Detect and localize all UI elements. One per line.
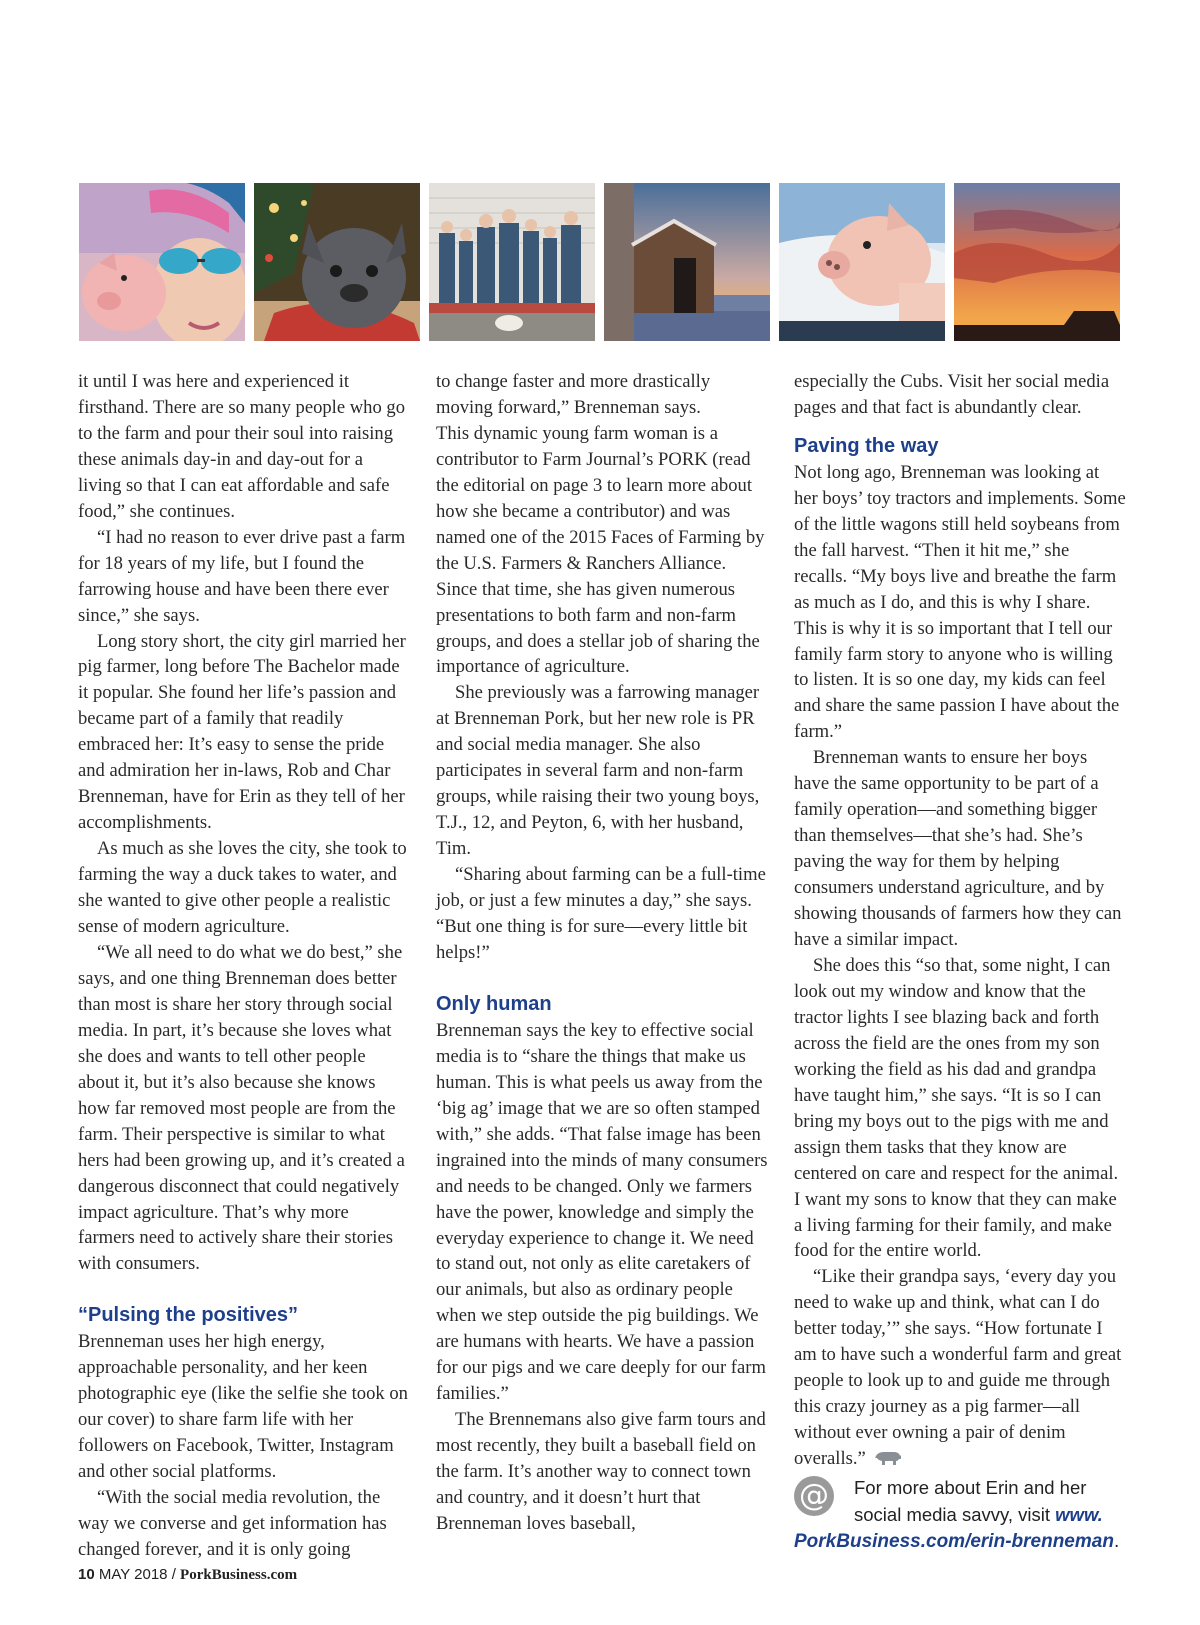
- paragraph: “With the social media revolution, the way we converse and get information has changed forever, and it is only going: [78, 1487, 387, 1560]
- paragraph: Brenneman wants to ensure her boys have the same opportunity to be part of a family operation—and something bigger than themselves—that she’s had. She’s paving the way for them by helping consumers understand agriculture, and by showing thousands of farmers how they can have a similar impact.: [794, 747, 1122, 951]
- paragraph: Brenneman uses her high energy, approachable personality, and her keen photographic eye (like the selfie she took on our cover) to share farm life with her followers on Facebook, Twitter, Instagram and other social platforms.: [78, 1331, 408, 1483]
- paragraph: Long story short, the city girl married her pig farmer, long before The Bachelor made it popular. She found her life’s passion and became part of a family that readily embraced her: It’s easy to sense the pride and admiration her in-laws, Rob and Char Brenneman, have for Erin as they tell of her accomplishments.: [78, 630, 406, 834]
- paragraph: “Sharing about farming can be a full-time job, or just a few minutes a day,” she says. “But one thing is for sure—every little bit helps!”: [436, 864, 766, 963]
- more-info-link-prefix[interactable]: www.: [1055, 1504, 1103, 1526]
- pig-selfie-photo-icon: [79, 183, 245, 341]
- at-sign-icon: @: [794, 1476, 834, 1516]
- paragraph: She does this “so that, some night, I can look out my window and know that the tractor lights I see blazing back and forth across the field are the ones from my son working the field as his dad and grandpa have taught him,” she says. “It is so I can bring my boys out to the pigs with me and assign them tasks that they know are centered on care and respect for the animal. I want my sons to know that they can make a living farming for their family, and make food for the entire world.: [794, 954, 1119, 1262]
- article-column-3: [794, 369, 1126, 1552]
- closing-quote-text: “Like their grandpa says, ‘every day you need to wake up and think, what can I do better today,’” she says. “How fortunate I am to have such a wonderful farm and great people to look up to and guide me through this crazy journey as a pig farmer—all without ever owning a pair of denim overalls.”: [794, 1266, 1122, 1470]
- paragraph: especially the Cubs. Visit her social media pages and that fact is abundantly clear.: [794, 371, 1110, 418]
- more-info-link[interactable]: PorkBusiness.com/erin-brenneman.: [794, 1531, 1120, 1553]
- pig-end-mark-icon: [874, 1450, 902, 1466]
- footer-separator: /: [171, 1566, 176, 1583]
- paragraph: Brenneman says the key to effective social media is to “share the things that make us human. This is what peels us away from the ‘big ag’ image that we are so often stamped with,” she adds. “That false image has been ingrained into the minds of many consumers and needs to be changed. Only we farmers have the power, knowledge and simply the everyday experience to change it. We need to stand out, not only as elite caretakers of our animals, but also as ordinary people when we step outside the pig buildings. We are humans with hearts. We have a passion for our pigs and we care deeply for our farm families.”: [436, 1019, 768, 1405]
- paragraph: As much as she loves the city, she took to farming the way a duck takes to water, and she wanted to give other people a realistic sense of modern agriculture.: [78, 838, 407, 938]
- family-group-photo-icon: [429, 183, 595, 341]
- piglet-window-photo-icon: [779, 183, 945, 341]
- farm-shed-sunset-photo-icon: [604, 183, 770, 341]
- more-info-callout: [794, 1474, 1126, 1552]
- page-number: 10: [78, 1566, 95, 1583]
- more-info-text: For more about Erin and her social media savvy, visit www.: [854, 1477, 1103, 1526]
- paragraph: The Brennemans also give farm tours and most recently, they built a baseball field on the farm. It’s another way to connect town and country, and it doesn’t hurt that Brenneman loves baseball,: [436, 1409, 766, 1534]
- article-column-1: [78, 369, 410, 1563]
- section-heading: Only human: [436, 992, 552, 1015]
- section-heading: Paving the way: [794, 434, 939, 457]
- paragraph: She previously was a farrowing manager at Brenneman Pork, but her new role is PR and social media manager. She also participates in several farm and non-farm groups, while raising their two young boys, T.J., 12, and Peyton, 6, with her husband, Tim.: [436, 682, 760, 860]
- french-bulldog-photo-icon: [254, 183, 420, 341]
- sunset-sky-photo-icon: [954, 183, 1120, 341]
- paragraph: it until I was here and experienced it firsthand. There are so many people who go to the farm and pour their soul into raising these animals day-in and day-out for a living so that I can eat affordable and safe food,” she continues.: [78, 371, 406, 522]
- page-footer: [78, 1566, 297, 1584]
- paragraph: This dynamic young farm woman is a contributor to Farm Journal’s PORK (read the editorial on page 3 to learn more about how she became a contributor) and was named one of the 2015 Faces of Farming by the U.S. Farmers & Ranchers Alliance. Since that time, she has given numerous presentations to both farm and non-farm groups, and does a stellar job of sharing the importance of agriculture.: [436, 422, 765, 678]
- article-column-2: [436, 369, 768, 1537]
- section-heading: “Pulsing the positives”: [78, 1304, 299, 1327]
- issue-date: MAY 2018: [98, 1566, 168, 1583]
- photo-strip: [79, 183, 1122, 341]
- paragraph: Not long ago, Brenneman was looking at her boys’ toy tractors and implements. Some of the little wagons still held soybeans from the fall harvest. “Then it hit me,” she recalls. “My boys live and breathe the farm as much as I do, and this is why I share. This is why it is so important that I tell our family farm story to anyone who is willing to listen. It is so one day, my kids can feel and share the same passion I have about the farm.”: [794, 461, 1126, 743]
- paragraph: [794, 1264, 1126, 1472]
- paragraph: “I had no reason to ever drive past a farm for 18 years of my life, but I found the farrowing house and have been there ever since,” she says.: [78, 526, 406, 626]
- paragraph: “We all need to do what we do best,” she says, and one thing Brenneman does better than most is share her story through social media. In part, it’s because she loves what she does and wants to tell other people about it, but it’s also because she knows how far removed most people are from the farm. Their perspective is similar to what hers had been growing up, and it’s created a dangerous disconnect that could negatively impact agriculture. That’s why more farmers need to actively share their stories with consumers.: [78, 941, 405, 1275]
- paragraph: to change faster and more drastically moving forward,” Brenneman says.: [436, 371, 711, 418]
- footer-site: PorkBusiness.com: [180, 1567, 298, 1583]
